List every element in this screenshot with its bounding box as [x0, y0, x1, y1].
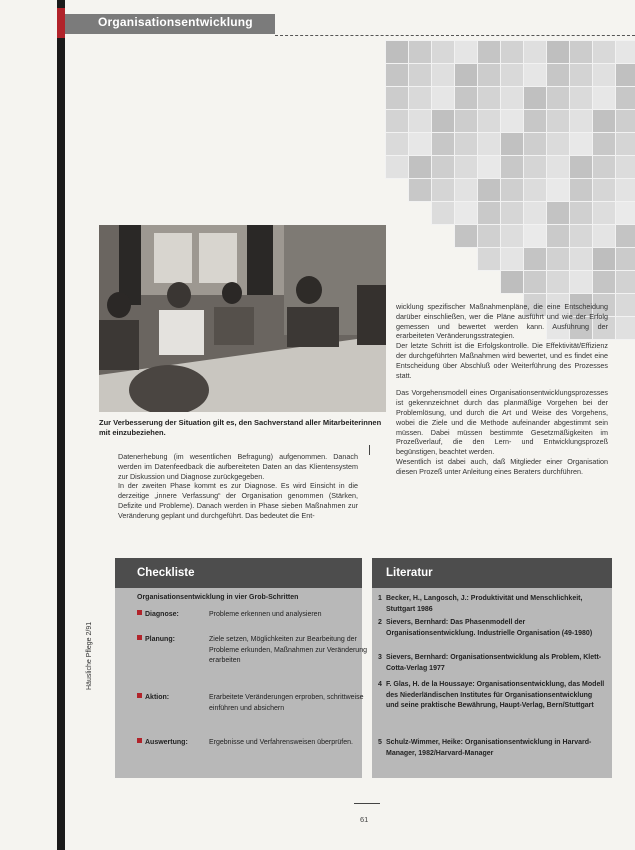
mosaic-tile: [431, 178, 455, 202]
mosaic-tile: [431, 155, 455, 179]
mosaic-tile: [408, 155, 432, 179]
mosaic-tile: [477, 247, 501, 271]
mosaic-tile: [615, 201, 635, 225]
mosaic-tile: [523, 201, 547, 225]
mosaic-tile: [385, 132, 409, 156]
mosaic-tile: [431, 63, 455, 87]
checkliste-item-key: Diagnose:: [137, 610, 179, 621]
mosaic-tile: [546, 247, 570, 271]
page-number-rule: [354, 803, 380, 804]
mosaic-tile: [615, 132, 635, 156]
mosaic-tile: [615, 224, 635, 248]
mosaic-tile: [569, 86, 593, 110]
paragraph: wicklung spezifischer Maßnahmenpläne, die eine Entscheidung darüber einschließen, wer die Pläne ausführt und wie der Erfolg gemessen und bewertet werden kann. Ausführung der erarbeiteten Veränderungsstrategien.: [396, 302, 608, 341]
mosaic-tile: [523, 86, 547, 110]
mosaic-tile: [592, 40, 616, 64]
mosaic-tile: [500, 201, 524, 225]
left-accent-mark: [57, 8, 65, 38]
mosaic-tile: [408, 63, 432, 87]
paragraph: Das Vorgehensmodell eines Organisationsentwicklungsprozesses ist gekennzeichnet durch das planmäßige Vorgehen bei der Problemlösung, und durch die Art und Weise des Vorgehens, wobei die Ziele und die Methode aufeinander abgestimmt sein müssen. Dabei müssen bestimmte Gesetzmäßigkeiten im Prozeßverlauf, die den Lern- und Entwicklungsprozeß begünstigen, beachtet werden.: [396, 388, 608, 457]
mosaic-tile: [592, 201, 616, 225]
mosaic-tile: [431, 109, 455, 133]
paragraph: Der letzte Schritt ist die Erfolgskontrolle. Die Effektivität/Effizienz der durchgeführten Maßnahmen wird bewertet, und es findet eine Entscheidung über Abschluß oder Weiterführung des Prozesses statt.: [396, 341, 608, 380]
mosaic-tile: [408, 86, 432, 110]
mosaic-tile: [615, 155, 635, 179]
checkliste-header: [115, 558, 362, 588]
mosaic-tile: [546, 86, 570, 110]
literatur-item: 3 Sievers, Bernhard: Organisationsentwicklung als Problem, Klett-Cotta-Verlag 1977: [378, 654, 602, 672]
mosaic-tile: [385, 155, 409, 179]
decorative-mosaic: [385, 40, 635, 340]
mosaic-tile: [615, 247, 635, 271]
mosaic-tile: [385, 63, 409, 87]
mosaic-tile: [500, 270, 524, 294]
mosaic-tile: [477, 224, 501, 248]
mosaic-tile: [546, 63, 570, 87]
left-text-column: [118, 452, 358, 521]
mosaic-tile: [546, 178, 570, 202]
paragraph: Datenerhebung (im wesentlichen Befragung) aufgenommen. Danach werden im Datenfeedback die aufbereiteten Daten an das Klientensystem zur Diskussion und Diagnose zurückgegeben.: [118, 452, 358, 481]
mosaic-tile: [500, 178, 524, 202]
checkliste-box: [115, 558, 367, 778]
mosaic-tile: [477, 132, 501, 156]
mosaic-tile: [523, 109, 547, 133]
column-divider: [369, 445, 370, 455]
mosaic-tile: [523, 155, 547, 179]
mosaic-tile: [615, 270, 635, 294]
literatur-box: [372, 558, 612, 778]
mosaic-tile: [477, 201, 501, 225]
mosaic-tile: [546, 109, 570, 133]
mosaic-tile: [569, 178, 593, 202]
bullet-square-icon: [137, 635, 142, 640]
literatur-item: 1 Becker, H., Langosch, J.: Produktivität und Menschlichkeit, Stuttgart 1986: [378, 595, 583, 613]
mosaic-tile: [569, 224, 593, 248]
journal-side-label: Häusliche Pflege 2/91: [86, 621, 93, 690]
mosaic-tile: [615, 86, 635, 110]
mosaic-tile: [385, 86, 409, 110]
paragraph: Wesentlich ist dabei auch, daß Mitglieder einer Organisation diesen Prozeß unter Anleitung eines Beraters durchführen.: [396, 456, 608, 476]
mosaic-tile: [408, 132, 432, 156]
mosaic-tile: [454, 40, 478, 64]
checkliste-item-value: Ergebnisse und Verfahrensweisen überprüfen.: [209, 739, 353, 746]
mosaic-tile: [477, 178, 501, 202]
mosaic-tile: [592, 86, 616, 110]
mosaic-tile: [385, 40, 409, 64]
mosaic-tile: [500, 155, 524, 179]
meeting-photo-illustration: [99, 225, 386, 412]
mosaic-tile: [615, 63, 635, 87]
mosaic-tile: [454, 201, 478, 225]
checkliste-item-key: Aktion:: [137, 693, 169, 704]
bullet-square-icon: [137, 610, 142, 615]
mosaic-tile: [500, 247, 524, 271]
photo-caption: Zur Verbesserung der Situation gilt es, den Sachverstand aller Mitarbeiterinnen mit einzubeziehen.: [99, 418, 382, 437]
mosaic-tile: [615, 316, 635, 340]
mosaic-tile: [592, 247, 616, 271]
mosaic-tile: [592, 155, 616, 179]
mosaic-tile: [546, 40, 570, 64]
literatur-item: 4 F. Glas, H. de la Houssaye: Organisationsentwicklung, das Modell des Niederländischen Institutes für Organisationsentwicklung und seine praktische Bewährung, Haupt-Verlag, Bern/Stuttgart: [378, 681, 605, 709]
mosaic-tile: [592, 109, 616, 133]
mosaic-tile: [592, 270, 616, 294]
mosaic-tile: [523, 40, 547, 64]
mosaic-tile: [592, 224, 616, 248]
header-dashed-rule: [275, 35, 635, 37]
checkliste-item-key: Planung:: [137, 635, 175, 646]
mosaic-tile: [569, 201, 593, 225]
mosaic-tile: [546, 155, 570, 179]
literatur-item: 5 Schulz-Wimmer, Heike: Organisationsentwicklung in Harvard-Manager, 1982/Harvard-Manager: [378, 739, 592, 757]
mosaic-tile: [523, 270, 547, 294]
checkliste-item-value: Erarbeitete Veränderungen erproben, schrittweise einführen und absichern: [209, 694, 364, 712]
mosaic-tile: [569, 247, 593, 271]
mosaic-tile: [477, 86, 501, 110]
mosaic-tile: [500, 86, 524, 110]
mosaic-tile: [477, 155, 501, 179]
mosaic-tile: [385, 109, 409, 133]
mosaic-tile: [431, 40, 455, 64]
mosaic-tile: [500, 132, 524, 156]
checkliste-title: Checkliste: [137, 567, 195, 579]
mosaic-tile: [569, 109, 593, 133]
mosaic-tile: [592, 132, 616, 156]
mosaic-tile: [546, 201, 570, 225]
checkliste-item-value: Probleme erkennen und analysieren: [209, 611, 322, 618]
mosaic-tile: [477, 63, 501, 87]
checkliste-item-key: Auswertung:: [137, 738, 188, 749]
mosaic-tile: [523, 132, 547, 156]
mosaic-tile: [431, 86, 455, 110]
right-text-column: [396, 302, 608, 477]
mosaic-tile: [592, 63, 616, 87]
section-title: Organisationsentwicklung: [98, 15, 253, 29]
checkliste-subtitle: Organisationsentwicklung in vier Grob-Schritten: [137, 594, 299, 601]
mosaic-tile: [569, 155, 593, 179]
bullet-square-icon: [137, 693, 142, 698]
mosaic-tile: [454, 132, 478, 156]
mosaic-tile: [431, 201, 455, 225]
mosaic-tile: [408, 178, 432, 202]
mosaic-tile: [454, 86, 478, 110]
mosaic-tile: [615, 109, 635, 133]
mosaic-tile: [477, 109, 501, 133]
meeting-photo: [99, 225, 386, 412]
mosaic-tile: [523, 63, 547, 87]
mosaic-tile: [454, 109, 478, 133]
literatur-title: Literatur: [386, 567, 433, 579]
mosaic-tile: [500, 224, 524, 248]
bullet-square-icon: [137, 738, 142, 743]
mosaic-tile: [454, 63, 478, 87]
mosaic-tile: [454, 224, 478, 248]
mosaic-tile: [615, 40, 635, 64]
mosaic-tile: [546, 132, 570, 156]
mosaic-tile: [454, 155, 478, 179]
mosaic-tile: [592, 178, 616, 202]
mosaic-tile: [408, 40, 432, 64]
literatur-item: 2 Sievers, Bernhard: Das Phasenmodell der Organisationsentwicklung. Industrielle Organisation (49-1980): [378, 619, 593, 637]
mosaic-tile: [523, 224, 547, 248]
left-margin-bar: [57, 0, 65, 850]
mosaic-tile: [477, 40, 501, 64]
mosaic-tile: [500, 63, 524, 87]
mosaic-tile: [615, 293, 635, 317]
paragraph: In der zweiten Phase kommt es zur Diagnose. Es wird Einsicht in die derzeitige „innere Verfassung“ der Organisation genommen (Stärken, Defizite und Probleme). Danach werden in Phase sieben Maßnahmen zur Veränderung geplant und durchgeführt. Das bedeutet die Ent-: [118, 481, 358, 520]
literatur-header: [372, 558, 612, 588]
mosaic-tile: [569, 132, 593, 156]
mosaic-tile: [500, 40, 524, 64]
mosaic-tile: [454, 178, 478, 202]
mosaic-tile: [615, 178, 635, 202]
checkliste-item-value: Ziele setzen, Möglichkeiten zur Bearbeitung der Probleme erkunden, Maßnahmen zur Veränderung erarbeiten: [209, 636, 367, 664]
mosaic-tile: [408, 109, 432, 133]
mosaic-tile: [500, 109, 524, 133]
mosaic-tile: [523, 178, 547, 202]
mosaic-tile: [546, 270, 570, 294]
mosaic-tile: [569, 270, 593, 294]
mosaic-tile: [546, 224, 570, 248]
mosaic-tile: [569, 63, 593, 87]
mosaic-tile: [431, 132, 455, 156]
page-number: 61: [360, 815, 369, 824]
mosaic-tile: [569, 40, 593, 64]
mosaic-tile: [523, 247, 547, 271]
